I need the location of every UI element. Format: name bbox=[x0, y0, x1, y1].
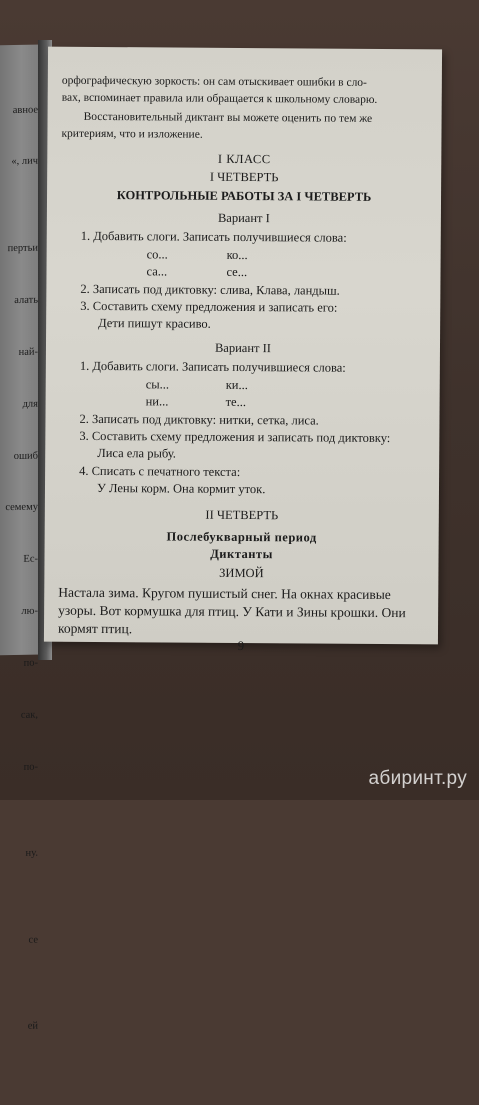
syllable: са... bbox=[146, 264, 168, 279]
intro-line: Восстановительный диктант вы можете оценить по тем же bbox=[83, 110, 373, 125]
intro-line: вах, вспоминает правила или обращается к школьному словарю. bbox=[61, 91, 378, 106]
left-fragment: ну. bbox=[25, 847, 38, 860]
left-fragment: авное bbox=[12, 104, 38, 116]
variant1-title: Вариант I bbox=[217, 210, 270, 226]
left-fragment: по- bbox=[23, 657, 38, 669]
syllable: те... bbox=[225, 394, 247, 410]
left-fragment: «, лич bbox=[11, 156, 38, 168]
variant2-task4: 4. Списать с печатного текста: bbox=[79, 463, 241, 479]
control-works-heading: КОНТРОЛЬНЫЕ РАБОТЫ ЗА I ЧЕТВЕРТЬ bbox=[116, 188, 372, 204]
intro-line: орфографическую зоркость: он сам отыскивает ошибки в сло- bbox=[61, 74, 367, 89]
left-fragment: семему bbox=[5, 502, 38, 514]
left-fragment bbox=[4, 897, 38, 898]
winter-line: узоры. Вот кормушка для птиц. У Кати и Зины крошки. Они bbox=[58, 602, 406, 621]
left-fragment: для bbox=[22, 398, 38, 410]
variant1-task1: 1. Добавить слоги. Записать получившиеся слова: bbox=[80, 228, 347, 245]
left-fragment: се bbox=[28, 934, 38, 946]
quarter1-heading: I ЧЕТВЕРТЬ bbox=[209, 169, 279, 185]
left-fragment bbox=[4, 1070, 38, 1071]
postbukvar-heading: Послебукварный период bbox=[166, 529, 317, 545]
left-fragment: Ес- bbox=[23, 553, 38, 566]
left-facing-page bbox=[0, 45, 42, 1033]
left-fragment bbox=[4, 205, 38, 206]
book-page bbox=[44, 47, 442, 654]
variant1-sentence: Дети пишут красиво. bbox=[98, 315, 211, 331]
variant2-task2: 2. Записать под диктовку: нитки, сетка, лиса. bbox=[79, 411, 319, 428]
left-fragment: алать bbox=[14, 294, 38, 306]
left-fragment: по- bbox=[23, 761, 38, 773]
variant1-task2: 2. Записать под диктовку: слива, Клава, ландыш. bbox=[80, 281, 340, 298]
winter-line: кормят птиц. bbox=[57, 620, 133, 637]
winter-line: Настала зима. Кругом пушистый снег. На окнах красивые bbox=[58, 584, 391, 603]
variant2-title: Вариант II bbox=[214, 340, 272, 356]
syllable: сы... bbox=[145, 377, 170, 392]
page-content bbox=[48, 47, 442, 654]
left-fragment: сак, bbox=[20, 709, 38, 721]
syllable: се... bbox=[226, 264, 248, 280]
left-fragment: пертьи bbox=[7, 242, 38, 255]
variant2-sentence: Лиса ела рыбу. bbox=[97, 445, 176, 461]
left-fragment: ей bbox=[27, 1020, 38, 1033]
intro-line: критериям, что и изложение. bbox=[61, 127, 203, 141]
class-heading: I КЛАСС bbox=[217, 151, 271, 167]
syllable: ни... bbox=[145, 394, 169, 409]
site-watermark: абиринт.ру bbox=[368, 768, 467, 789]
variant1-task3: 3. Составить схему предложения и записать его: bbox=[80, 298, 338, 315]
left-page-text bbox=[4, 67, 38, 1105]
left-fragment: лю- bbox=[21, 605, 38, 618]
quarter2-heading: II ЧЕТВЕРТЬ bbox=[205, 507, 279, 523]
syllable: ко... bbox=[226, 247, 248, 263]
syllable: ки... bbox=[225, 377, 248, 393]
left-fragment: ошиб bbox=[13, 450, 38, 462]
variant2-task1: 1. Добавить слоги. Записать получившиеся слова: bbox=[79, 358, 346, 375]
left-fragment bbox=[4, 983, 38, 984]
page-number: 9 bbox=[237, 637, 245, 654]
variant2-task3: 3. Составить схему предложения и записать под диктовку: bbox=[79, 428, 391, 446]
winter-title: ЗИМОЙ bbox=[219, 565, 264, 581]
left-fragment: най- bbox=[18, 346, 38, 358]
dictations-heading: Диктанты bbox=[210, 546, 273, 562]
variant2-copy-text: У Лены корм. Она кормит уток. bbox=[96, 480, 266, 497]
left-fragment bbox=[4, 810, 38, 811]
syllable: со... bbox=[146, 247, 168, 262]
